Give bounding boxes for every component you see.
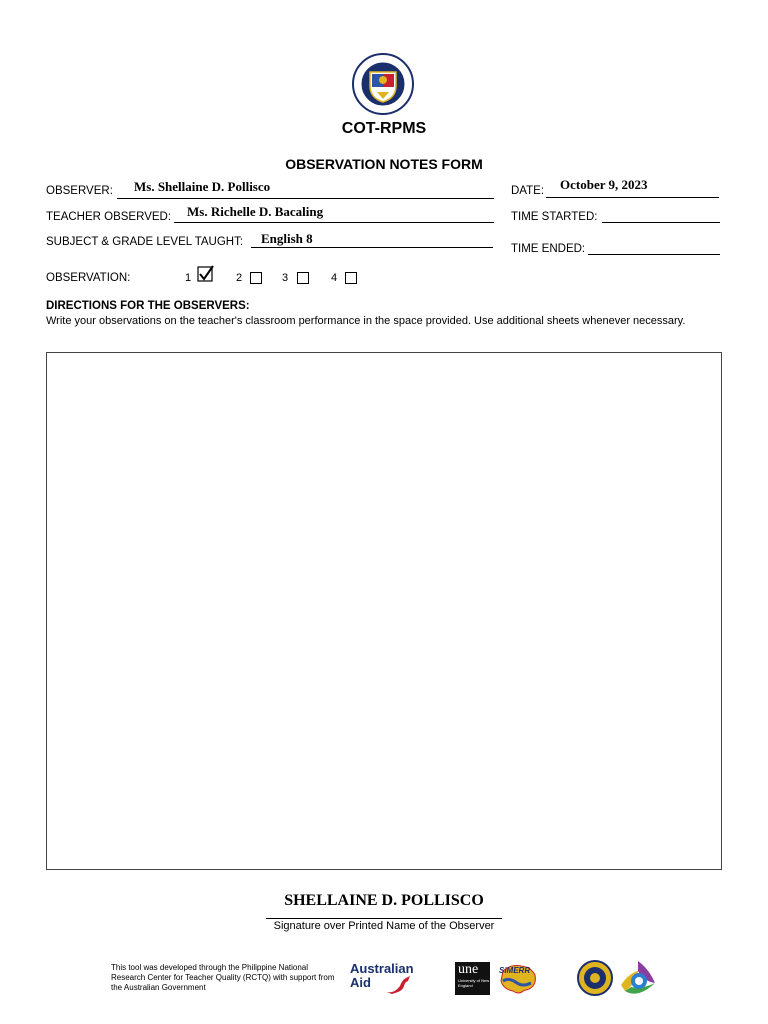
time-ended-label: TIME ENDED: [511,243,586,255]
date-value[interactable]: October 9, 2023 [560,177,648,192]
time-ended-line[interactable] [588,254,720,255]
observation-option-2-checkbox[interactable] [250,272,262,284]
subject-label: SUBJECT & GRADE LEVEL TAUGHT: [46,236,244,248]
deped-seal [348,52,418,116]
une-logo-text: une [458,962,479,977]
observation-label: OBSERVATION: [46,272,131,284]
teacher-label: TEACHER OBSERVED: [46,211,172,223]
form-subtitle: OBSERVATION NOTES FORM [285,156,483,172]
une-logo [455,962,490,995]
observation-option-3-checkbox[interactable] [297,272,309,284]
observation-option-2-number: 2 [236,272,243,284]
time-started-label: TIME STARTED: [511,211,598,223]
observation-option-4-number: 4 [331,272,338,284]
time-started-line[interactable] [602,222,720,223]
observation-option-1-number: 1 [185,272,192,284]
signature-line [266,918,502,919]
observer-signature-name: SHELLAINE D. POLLISCO [284,892,484,909]
date-label: DATE: [511,185,545,197]
observation-notes-box[interactable] [46,352,722,870]
partner-seal-icon [576,960,614,996]
simerr-logo [497,961,539,997]
australian-aid-line2: Aid [350,975,371,990]
observer-value[interactable]: Ms. Shellaine D. Pollisco [134,179,271,194]
teacher-value[interactable]: Ms. Richelle D. Bacaling [187,204,324,219]
observer-line [117,198,494,199]
signature-caption: Signature over Printed Name of the Observer [273,920,495,932]
subject-line [251,247,493,248]
teacher-line [174,222,494,223]
form-title: COT-RPMS [341,120,427,137]
australian-aid-line1: Australian [350,961,414,976]
rctq-logo-icon [619,959,657,997]
simerr-logo-text: SiMERR [499,966,531,975]
observation-option-3-number: 3 [282,272,289,284]
directions-title: DIRECTIONS FOR THE OBSERVERS: [46,300,250,312]
subject-value[interactable]: English 8 [261,231,313,246]
date-line [546,197,719,198]
observation-option-1-checkbox[interactable] [197,265,214,282]
une-sub-text: University of New England [458,978,490,988]
footer-note: This tool was developed through the Philippine National Research Center for Teacher Quality (RCTQ) with support from the Australian Government [111,963,335,992]
directions-text: Write your observations on the teacher's classroom performance in the space provided. Use additional sheets whenever necessary. [46,315,686,327]
observer-label: OBSERVER: [46,185,113,197]
kangaroo-icon [384,974,412,996]
observation-option-4-checkbox[interactable] [345,272,357,284]
